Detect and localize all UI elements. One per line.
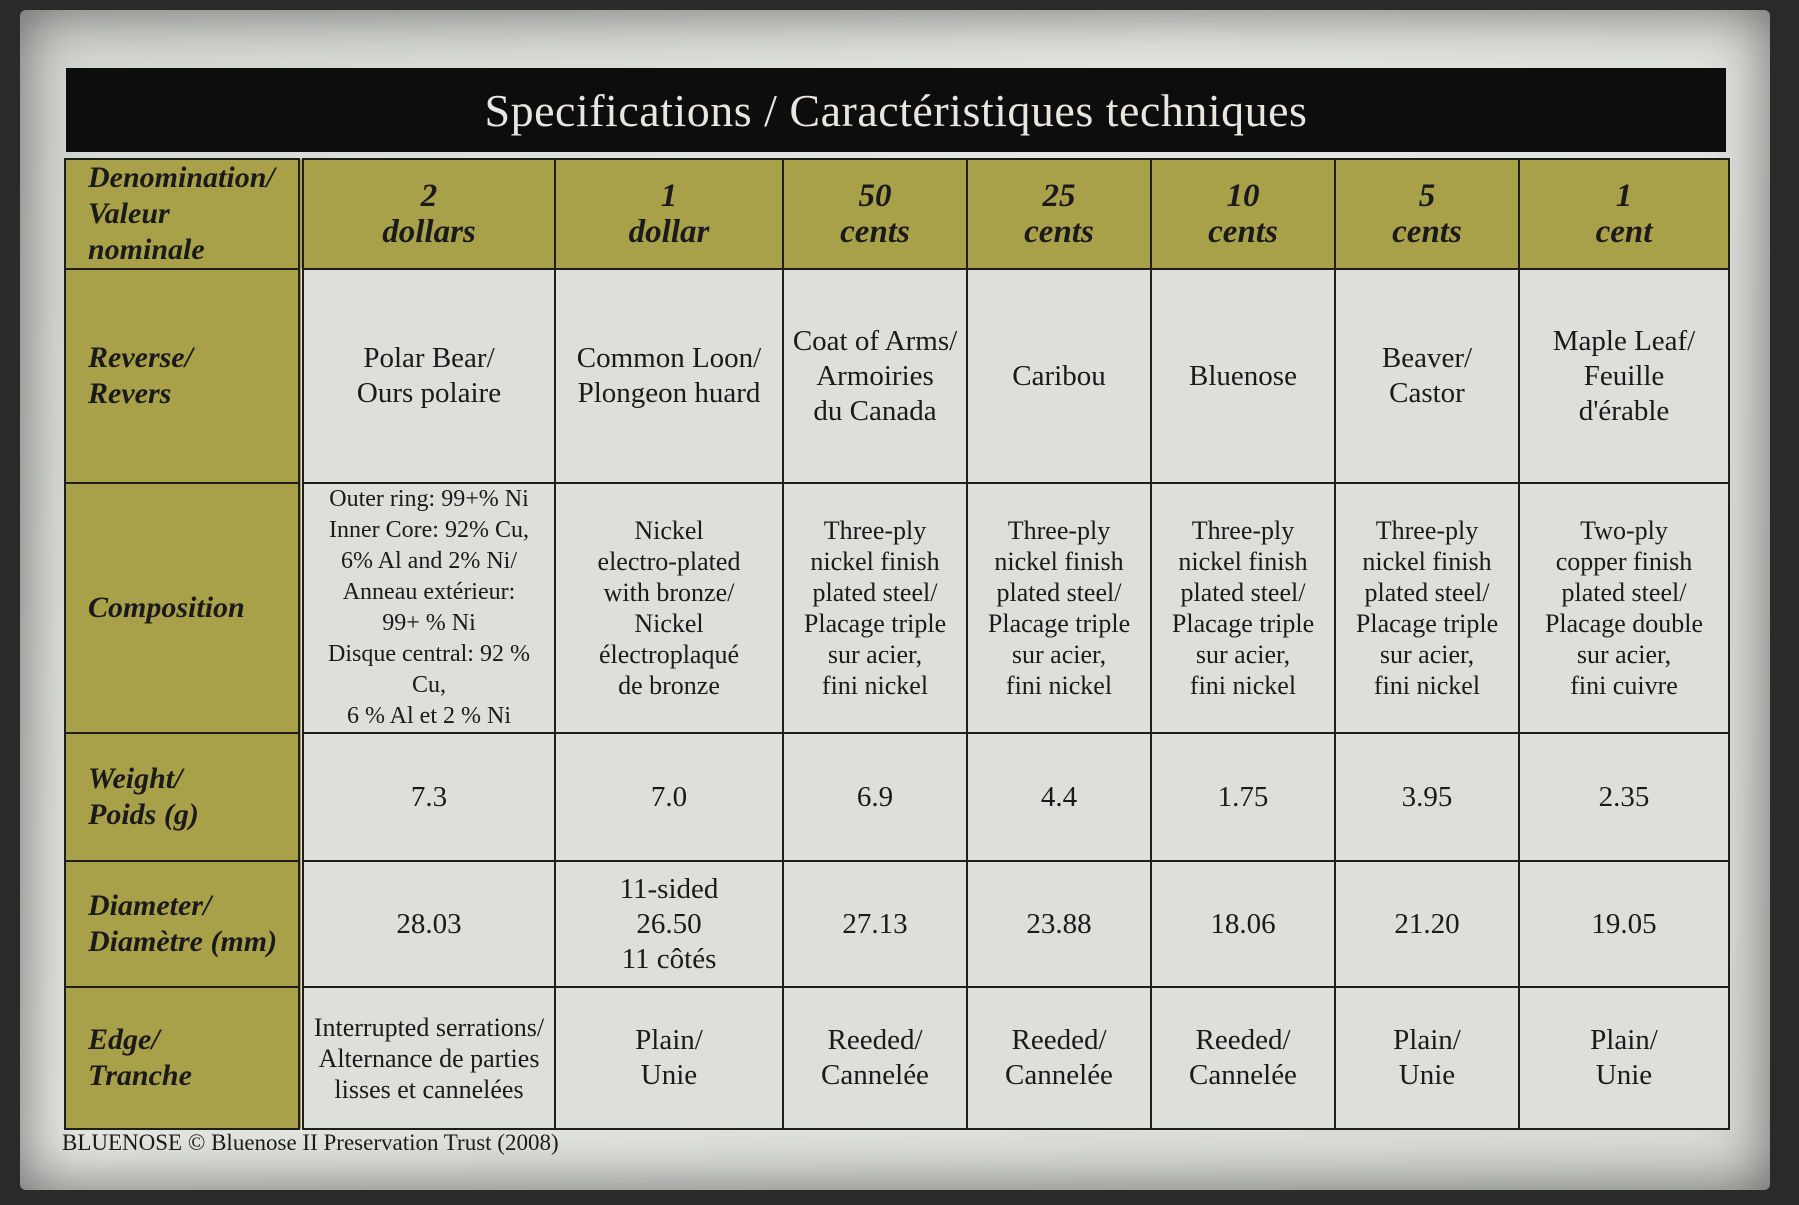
row-label-edge: Edge/ Tranche xyxy=(65,987,301,1129)
diameter-cell: 21.20 xyxy=(1335,861,1519,987)
edge-cell: Reeded/ Cannelée xyxy=(783,987,967,1129)
edge-cell: Plain/ Unie xyxy=(555,987,783,1129)
reverse-cell: Bluenose xyxy=(1151,269,1335,483)
denomination-cell: 1 cent xyxy=(1519,159,1729,269)
weight-cell: 4.4 xyxy=(967,733,1151,861)
reverse-row xyxy=(65,269,1729,483)
denomination-cell: 5 cents xyxy=(1335,159,1519,269)
weight-cell: 6.9 xyxy=(783,733,967,861)
title-bar xyxy=(66,68,1726,152)
weight-cell: 3.95 xyxy=(1335,733,1519,861)
diameter-cell: 19.05 xyxy=(1519,861,1729,987)
weight-cell: 2.35 xyxy=(1519,733,1729,861)
copyright-footer: BLUENOSE © Bluenose II Preservation Trust (2008) xyxy=(62,1130,559,1155)
diameter-cell: 27.13 xyxy=(783,861,967,987)
row-label-weight: Weight/ Poids (g) xyxy=(65,733,301,861)
edge-cell: Reeded/ Cannelée xyxy=(967,987,1151,1129)
page-title: Specifications / Caractéristiques techniques xyxy=(484,84,1308,136)
denomination-cell: 10 cents xyxy=(1151,159,1335,269)
denomination-cell: 50 cents xyxy=(783,159,967,269)
edge-row xyxy=(65,987,1729,1129)
composition-cell: Three-ply nickel finish plated steel/ Placage triple sur acier, fini nickel xyxy=(783,483,967,733)
row-label-denomination: Denomination/ Valeur nominale xyxy=(65,159,301,269)
edge-cell: Plain/ Unie xyxy=(1335,987,1519,1129)
reverse-cell: Beaver/ Castor xyxy=(1335,269,1519,483)
edge-cell: Interrupted serrations/ Alternance de parties lisses et cannelées xyxy=(301,987,555,1129)
composition-cell: Nickel electro-plated with bronze/ Nickel électroplaqué de bronze xyxy=(555,483,783,733)
denomination-cell: 2 dollars xyxy=(301,159,555,269)
weight-row xyxy=(65,733,1729,861)
composition-cell: Two-ply copper finish plated steel/ Placage double sur acier, fini cuivre xyxy=(1519,483,1729,733)
edge-cell: Reeded/ Cannelée xyxy=(1151,987,1335,1129)
weight-cell: 7.0 xyxy=(555,733,783,861)
diameter-cell: 28.03 xyxy=(301,861,555,987)
specifications-table xyxy=(64,158,1730,1130)
composition-cell: Outer ring: 99+% Ni Inner Core: 92% Cu, 6% Al and 2% Ni/ Anneau extérieur: 99+ % Ni Disque central: 92 % Cu, 6 % Al et 2 % Ni xyxy=(301,483,555,733)
row-label-diameter: Diameter/ Diamètre (mm) xyxy=(65,861,301,987)
composition-row xyxy=(65,483,1729,733)
denomination-cell: 25 cents xyxy=(967,159,1151,269)
row-label-composition: Composition xyxy=(65,483,301,733)
reverse-cell: Maple Leaf/ Feuille d'érable xyxy=(1519,269,1729,483)
diameter-cell: 23.88 xyxy=(967,861,1151,987)
edge-cell: Plain/ Unie xyxy=(1519,987,1729,1129)
denomination-cell: 1 dollar xyxy=(555,159,783,269)
composition-cell: Three-ply nickel finish plated steel/ Placage triple sur acier, fini nickel xyxy=(1151,483,1335,733)
reverse-cell: Caribou xyxy=(967,269,1151,483)
reverse-cell: Common Loon/ Plongeon huard xyxy=(555,269,783,483)
row-label-reverse: Reverse/ Revers xyxy=(65,269,301,483)
diameter-cell: 18.06 xyxy=(1151,861,1335,987)
diameter-row xyxy=(65,861,1729,987)
denomination-row xyxy=(65,159,1729,269)
weight-cell: 1.75 xyxy=(1151,733,1335,861)
reverse-cell: Polar Bear/ Ours polaire xyxy=(301,269,555,483)
diameter-cell: 11-sided 26.50 11 côtés xyxy=(555,861,783,987)
composition-cell: Three-ply nickel finish plated steel/ Placage triple sur acier, fini nickel xyxy=(1335,483,1519,733)
composition-cell: Three-ply nickel finish plated steel/ Placage triple sur acier, fini nickel xyxy=(967,483,1151,733)
weight-cell: 7.3 xyxy=(301,733,555,861)
reverse-cell: Coat of Arms/ Armoiries du Canada xyxy=(783,269,967,483)
